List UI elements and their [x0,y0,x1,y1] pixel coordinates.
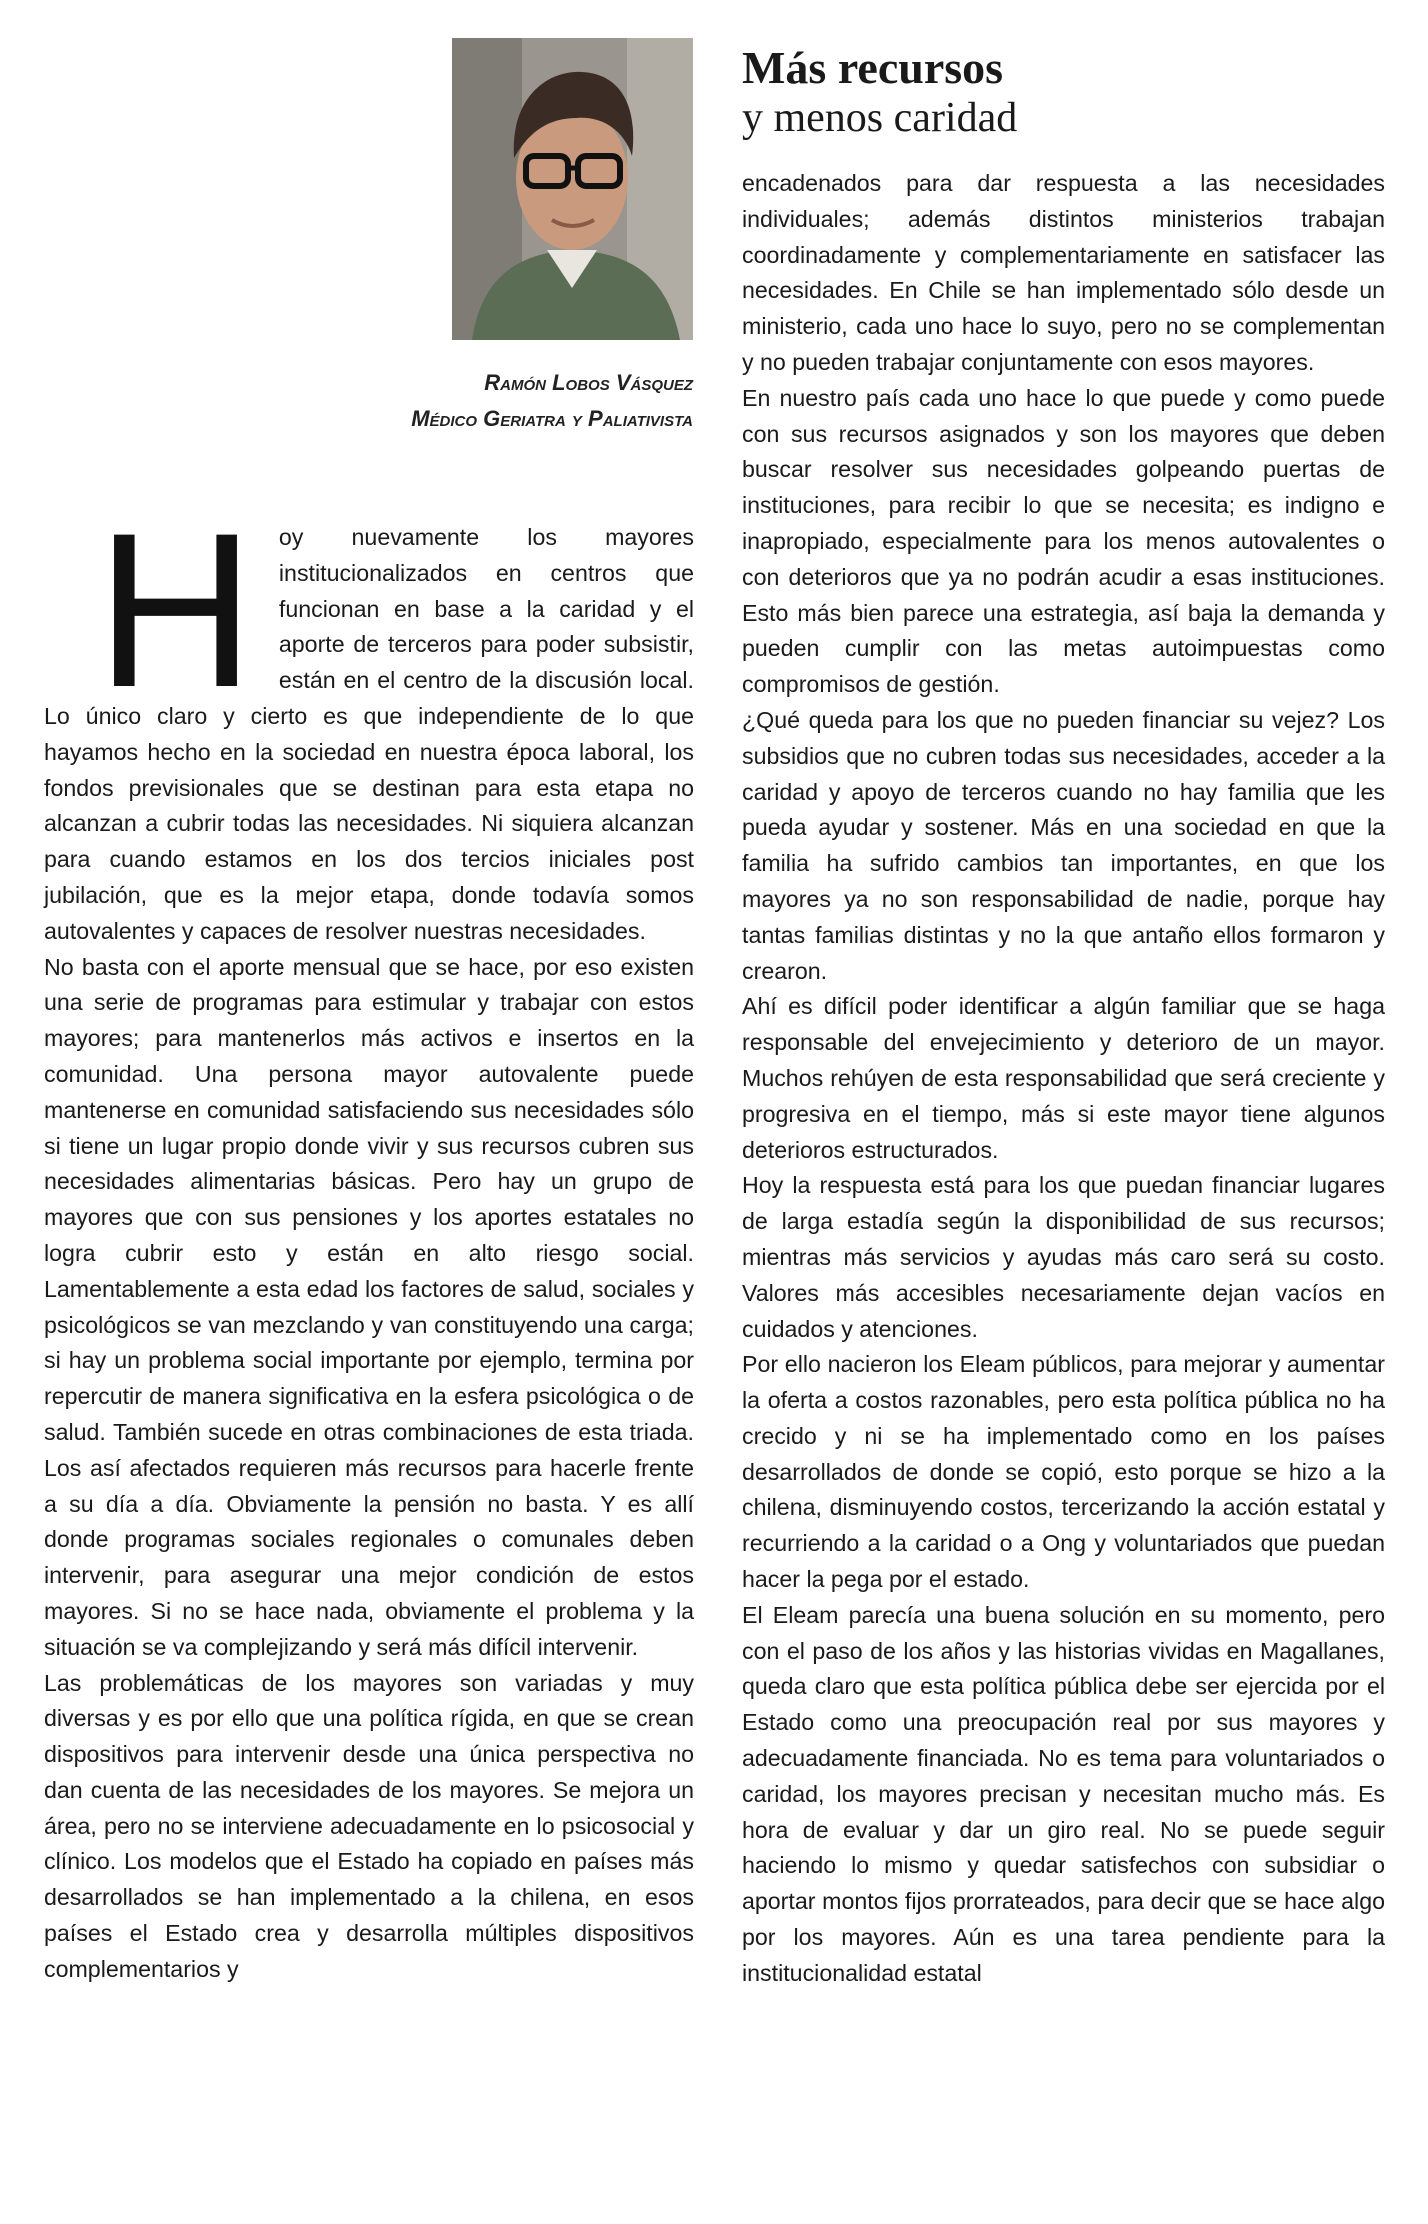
article-paragraph: En nuestro país cada uno hace lo que puede y como puede con sus recursos asignados y son los mayores que deben buscar resolver sus necesidades golpeando puertas de instituciones, para recibir lo que se necesita; es indigno e inapropiado, especialmente para los menos autovalentes o con deterioros que ya no podrán acudir a esas instituciones. Esto más bien parece una estrategia, así baja la demanda y pueden cumplir con las metas autoimpuestas como compromisos de gestión. [742,384,1385,698]
article-paragraph: Hoy la respuesta está para los que puedan financiar lugares de larga estadía según la disponibilidad de sus recursos; mientras más servicios y ayudas más caro será su costo. Valores más accesibles necesariamente dejan vacíos en cuidados y atenciones. [742,1172,1385,1342]
drop-cap: H [96,487,255,733]
headline-title: Más recursos [742,42,1004,93]
author-role: Médico Geriatra y Paliativista [411,406,693,431]
article-paragraph: El Eleam parecía una buena solución en su momento, pero con el paso de los años y las historias vividas en Magallanes, queda claro que esta política pública debe ser ejercida por el Estado como una preocupación real por sus mayores y adecuadamente financiada. No es tema para voluntariados o caridad, los mayores precisan y necesitan mucho más. Es hora de evaluar y dar un giro real. No se puede seguir haciendo lo mismo y quedar satisfechos con subsidiar o aportar montos fijos prorrateados, para decir que se hace algo por los mayores. Aún es una tarea pendiente para la institucionalidad estatal [742,1601,1385,1986]
headline [742,42,1402,142]
article-column-right [742,166,1385,1992]
author-name: Ramón Lobos Vásquez [484,370,693,395]
headline-subtitle: y menos caridad [742,95,1018,141]
article-paragraph: oy nuevamente los mayores institucionalizados en centros que funcionan en base a la caridad y el aporte de terceros para poder subsistir, están en el centro de la discusión local. Lo único claro y cierto es que independiente de lo que hayamos hecho en la sociedad en nuestra época laboral, los fondos previsionales que se destinan para esta etapa no alcanzan a cubrir todas las necesidades. Ni siquiera alcanzan para cuando estamos en los dos tercios iniciales post jubilación, que es la mejor etapa, donde todavía somos autovalentes y capaces de resolver nuestras necesidades. [44,524,694,944]
byline [300,365,693,437]
article-paragraph: encadenados para dar respuesta a las necesidades individuales; además distintos ministerios trabajan coordinadamente y complementariamente en satisfacer las necesidades. En Chile se han implementado sólo desde un ministerio, cada uno hace lo suyo, pero no se complementan y no pueden trabajar conjuntamente con esos mayores. [742,170,1385,375]
article-paragraph: Las problemáticas de los mayores son variadas y muy diversas y es por ello que una política rígida, en que se crean dispositivos para intervenir desde una única perspectiva no dan cuenta de las necesidades de los mayores. Se mejora un área, pero no se interviene adecuadamente en lo psicosocial y clínico. Los modelos que el Estado ha copiado en países más desarrollados se han implementado a la chilena, en esos países el Estado crea y desarrolla múltiples dispositivos complementarios y [44,1669,694,1982]
author-photo [452,38,693,340]
article-paragraph: Por ello nacieron los Eleam públicos, para mejorar y aumentar la oferta a costos razonables, pero esta política pública no ha crecido y ni se ha implementado como en los países desarrollados de donde se copió, esto porque se hizo a la chilena, disminuyendo costos, tercerizando la acción estatal y recurriendo a la caridad o a Ong y voluntariados que puedan hacer la pega por el estado. [742,1351,1385,1593]
article-paragraph: No basta con el aporte mensual que se hace, por eso existen una serie de programas para estimular y trabajar con estos mayores; para mantenerlos más activos e insertos en la comunidad. Una persona mayor autovalente puede mantenerse en comunidad satisfaciendo sus necesidades sólo si tiene un lugar propio donde vivir y sus recursos cubren sus necesidades alimentarias básicas. Pero hay un grupo de mayores que con sus pensiones y los aportes estatales no logra cubrir esto y están en alto riesgo social. Lamentablemente a esta edad los factores de salud, sociales y psicológicos se van mezclando y van constituyendo una carga; si hay un problema social importante por ejemplo, termina por repercutir de manera significativa en la esfera psicológica o de salud. También sucede en otras combinaciones de esta triada. Los así afectados requieren más recursos para hacerle frente a su día a día. Obviamente la pensión no basta. Y es allí donde programas sociales regionales o comunales deben intervenir, para asegurar una mejor condición de estos mayores. Si no se hace nada, obviamente el problema y la situación se va complejizando y será más difícil intervenir. [44,953,694,1660]
article-paragraph: ¿Qué queda para los que no pueden financiar su vejez? Los subsidios que no cubren todas sus necesidades, acceder a la caridad y apoyo de terceros cuando no hay familia que les pueda ayudar y sostener. Más en una sociedad en que la familia ha sufrido cambios tan importantes, en que los mayores ya no son responsabilidad de nadie, porque hay tantas familias distintas y no la que antaño ellos formaron y crearon. [742,706,1385,984]
article-paragraph: Ahí es difícil poder identificar a algún familiar que se haga responsable del envejecimiento y deterioro de un mayor. Muchos rehúyen de esta responsabilidad que será creciente y progresiva en el tiempo, más si este mayor tiene algunos deterioros estructurados. [742,993,1385,1163]
article-column-left [44,487,694,1988]
